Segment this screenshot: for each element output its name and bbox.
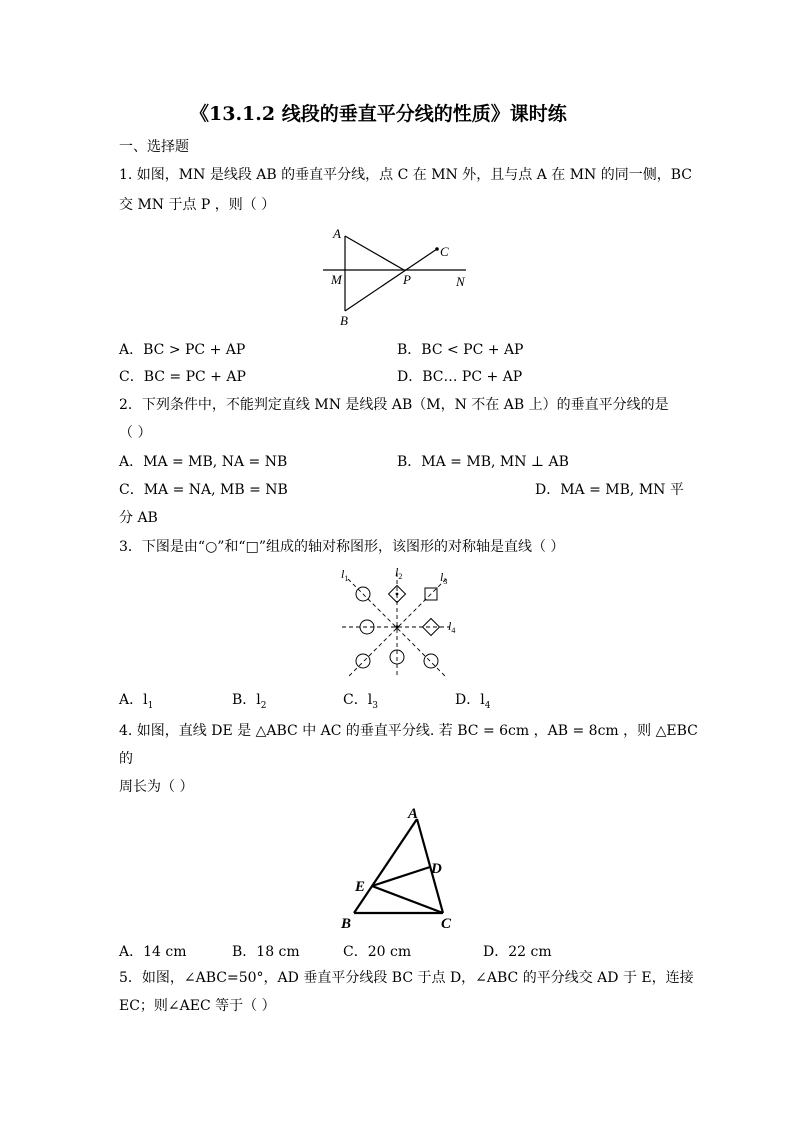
q1-stem-line2: 交 MN 于点 P ，则（ ） <box>119 197 276 213</box>
q3-option-a[interactable]: A．$l_1$ <box>119 692 154 711</box>
q2-option-d-continued: 分 AB <box>119 510 158 526</box>
q4-stem-line1-wrap: 的 <box>119 751 133 767</box>
label-n: N <box>456 274 465 289</box>
dot <box>396 593 399 596</box>
label-c: C <box>441 916 452 932</box>
q4-option-a[interactable]: A．14 cm <box>119 944 187 960</box>
q2-option-a[interactable]: A．MA = MB, NA = NB <box>119 454 288 470</box>
label-a: A <box>333 226 341 241</box>
q3-stem: 3．下图是由“○”和“□”组成的轴对称图形，该图形的对称轴是直线（ ） <box>119 539 565 555</box>
label-c: C <box>440 244 449 259</box>
q4-figure <box>335 800 465 934</box>
label-l1: $l_1$ <box>341 567 349 583</box>
point-c <box>435 247 439 251</box>
q1-option-d[interactable]: D．BC… PC + AP <box>397 369 523 385</box>
section-heading: 一、选择题 <box>119 139 189 155</box>
label-m: M <box>331 272 342 287</box>
q1-option-c[interactable]: C．BC = PC + AP <box>119 369 246 385</box>
q1-figure <box>320 222 480 330</box>
q3-option-c[interactable]: C．$l_3$ <box>343 692 378 711</box>
q4-option-c[interactable]: C．20 cm <box>343 944 412 960</box>
label-l4: $l_4$ <box>448 619 456 635</box>
q2-stem-line2: （ ） <box>119 425 152 441</box>
q4-stem-line2: 周长为（ ） <box>119 779 194 795</box>
label-d: D <box>431 861 442 877</box>
q4-option-d[interactable]: D．22 cm <box>483 944 552 960</box>
label-a: A <box>408 806 419 822</box>
label-p: P <box>403 272 411 287</box>
label-l3: $l_3$ <box>440 570 448 586</box>
q5-stem-line1: 5．如图，∠ABC=50°，AD 垂直平分线段 BC 于点 D，∠ABC 的平分线交 AD 于 E，连接 <box>119 970 694 986</box>
q3-option-b[interactable]: B．$l_2$ <box>232 692 267 711</box>
label-e: E <box>355 879 366 895</box>
q1-option-a[interactable]: A．BC > PC + AP <box>119 342 246 358</box>
q4-option-b[interactable]: B．18 cm <box>232 944 300 960</box>
q2-stem-line1: 2．下列条件中，不能判定直线 MN 是线段 AB（M，N 不在 AB 上）的垂直平分线的是 <box>119 397 669 413</box>
label-b: B <box>340 313 348 328</box>
page-title: 《13.1.2 线段的垂直平分线的性质》课时练 <box>190 103 567 125</box>
label-b: B <box>341 916 352 932</box>
q3-option-d[interactable]: D．$l_4$ <box>455 692 491 711</box>
q1-option-b[interactable]: B．BC < PC + AP <box>397 342 524 358</box>
q2-option-d[interactable]: D．MA = MB, MN 平 <box>535 482 684 498</box>
q4-stem-line1: 4. 如图，直线 DE 是 △ABC 中 AC 的垂直平分线. 若 BC = 6cm ，AB = 8cm ，则 △EBC <box>119 723 698 739</box>
q1-stem-line1: 1. 如图，MN 是线段 AB 的垂直平分线，点 C 在 MN 外，且与点 A 在 MN 的同一侧，BC <box>119 167 692 183</box>
q2-option-c[interactable]: C．MA = NA, MB = NB <box>119 482 288 498</box>
q5-stem-line2: EC；则∠AEC 等于（ ） <box>119 998 276 1014</box>
center-point <box>395 625 398 628</box>
q3-figure <box>336 565 466 677</box>
label-l2: $l_2$ <box>395 565 403 581</box>
q2-option-b[interactable]: B．MA = MB, MN ⊥ AB <box>397 454 569 470</box>
